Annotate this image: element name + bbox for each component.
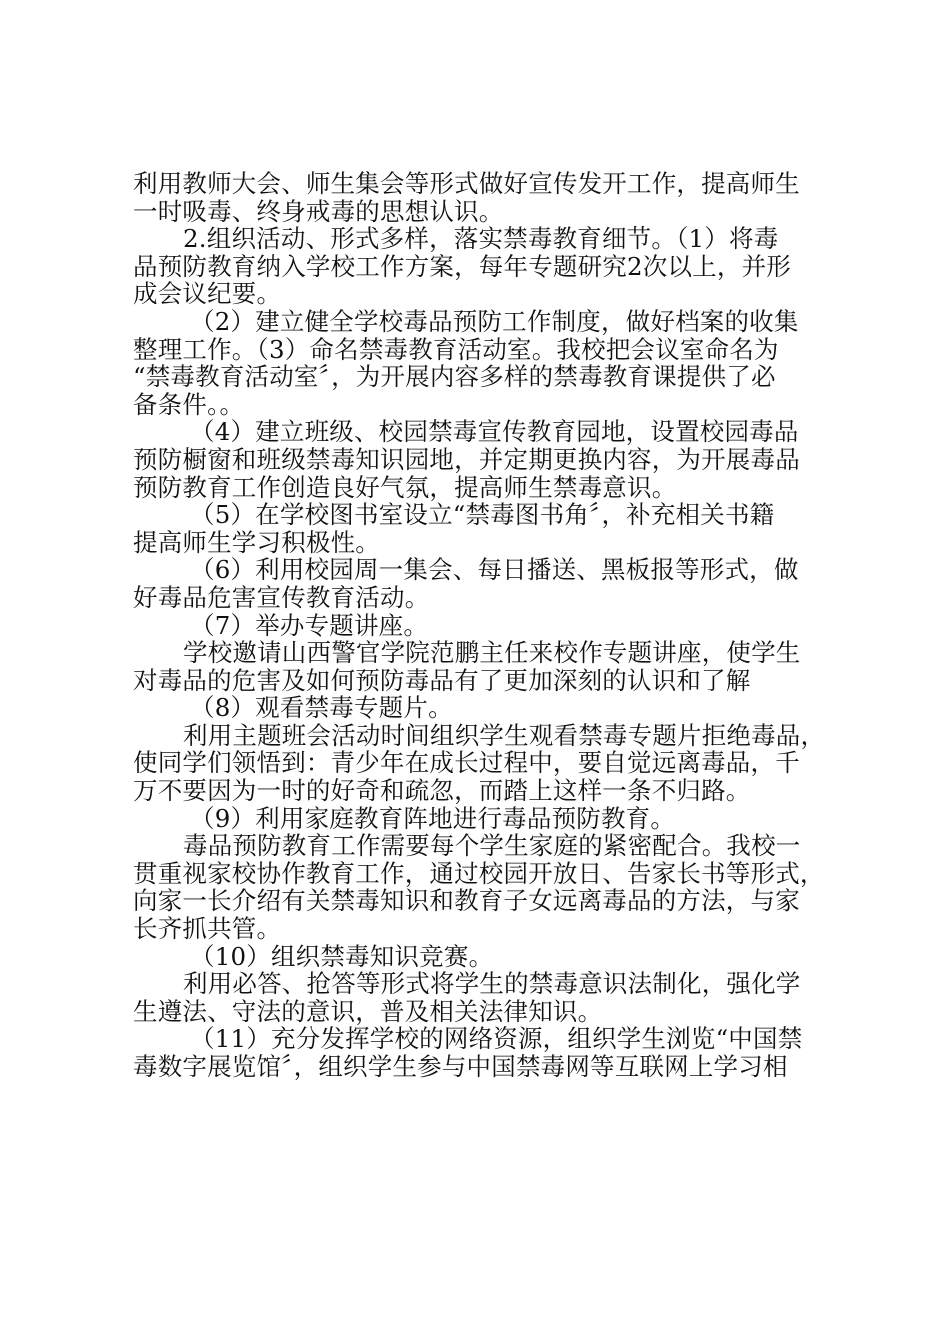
text-line: 好毒品危害宣传教育活动。 [133, 582, 430, 612]
text-line: 品预防教育纳入学校工作方案，每年专题研究2次以上，并形 [133, 251, 791, 281]
text-line: 毒品预防教育工作需要每个学生家庭的紧密配合。我校一 [183, 831, 801, 861]
text-line: 备条件。。 [133, 389, 245, 419]
text-line: 长齐抓共管。 [133, 914, 282, 944]
text-line: （7）举办专题讲座。 [190, 610, 429, 640]
text-line: 毒数字展览馆〞，组织学生参与中国禁毒网等互联网上学习相 [133, 1052, 788, 1081]
text-line: 万不要因为一时的好奇和疏忽，而踏上这样一条不归路。 [133, 776, 751, 806]
text-line: 2.组织活动、形式多样，落实禁毒教育细节。（1）将毒 [183, 224, 779, 254]
text-line: 使同学们领悟到：青少年在成长过程中，要自觉远离毒品，千 [133, 748, 800, 778]
text-line: 预防橱窗和班级禁毒知识园地，并定期更换内容，为开展毒品 [133, 444, 800, 474]
text-line: “禁毒教育活动室〞，为开展内容多样的禁毒教育课提供了必 [133, 362, 776, 392]
text-line: 整理工作。（3）命名禁毒教育活动室。我校把会议室命名为 [133, 334, 779, 364]
text-line: 一时吸毒、终身戒毒的思想认识。 [133, 196, 504, 226]
text-line: 利用必答、抢答等形式将学生的禁毒意识法制化，强化学 [183, 969, 801, 999]
text-line: 向家一长介绍有关禁毒知识和教育子女远离毒品的方法，与家 [133, 886, 800, 916]
text-line: 对毒品的危害及如何预防毒品有了更加深刻的认识和了解 [133, 665, 751, 695]
text-line: 预防教育工作创造良好气氛，提高师生禁毒意识。 [133, 472, 677, 502]
text-line: （10）组织禁毒知识竞赛。 [190, 941, 494, 971]
text-line: （2）建立健全学校毒品预防工作制度，做好档案的收集 [190, 306, 799, 336]
text-line: 利用主题班会活动时间组织学生观看禁毒专题片拒绝毒品， [183, 720, 826, 750]
document-body [133, 169, 826, 1081]
text-line: 贯重视家校协作教育工作，通过校园开放日、告家长书等形式， [133, 858, 825, 888]
text-line: （11）充分发挥学校的网络资源，组织学生浏览“中国禁 [190, 1024, 803, 1054]
text-line: （6）利用校园周一集会、每日播送、黑板报等形式，做 [190, 555, 799, 585]
text-line: 学校邀请山西警官学院范鹏主任来校作专题讲座，使学生 [183, 638, 801, 668]
text-line: （4）建立班级、校园禁毒宣传教育园地，设置校园毒品 [190, 417, 799, 447]
text-line: 生遵法、守法的意识，普及相关法律知识。 [133, 996, 603, 1026]
text-line: （5）在学校图书室设立“禁毒图书角〞，补充相关书籍 [190, 500, 775, 530]
text-line: 成会议纪要。 [133, 279, 282, 309]
text-line: （8）观看禁毒专题片。 [190, 693, 453, 723]
text-line: 利用教师大会、师生集会等形式做好宣传发开工作，提高师生 [133, 169, 800, 198]
text-line: （9）利用家庭教育阵地进行毒品预防教育。 [190, 803, 676, 833]
text-line: 提高师生学习积极性。 [133, 527, 380, 557]
